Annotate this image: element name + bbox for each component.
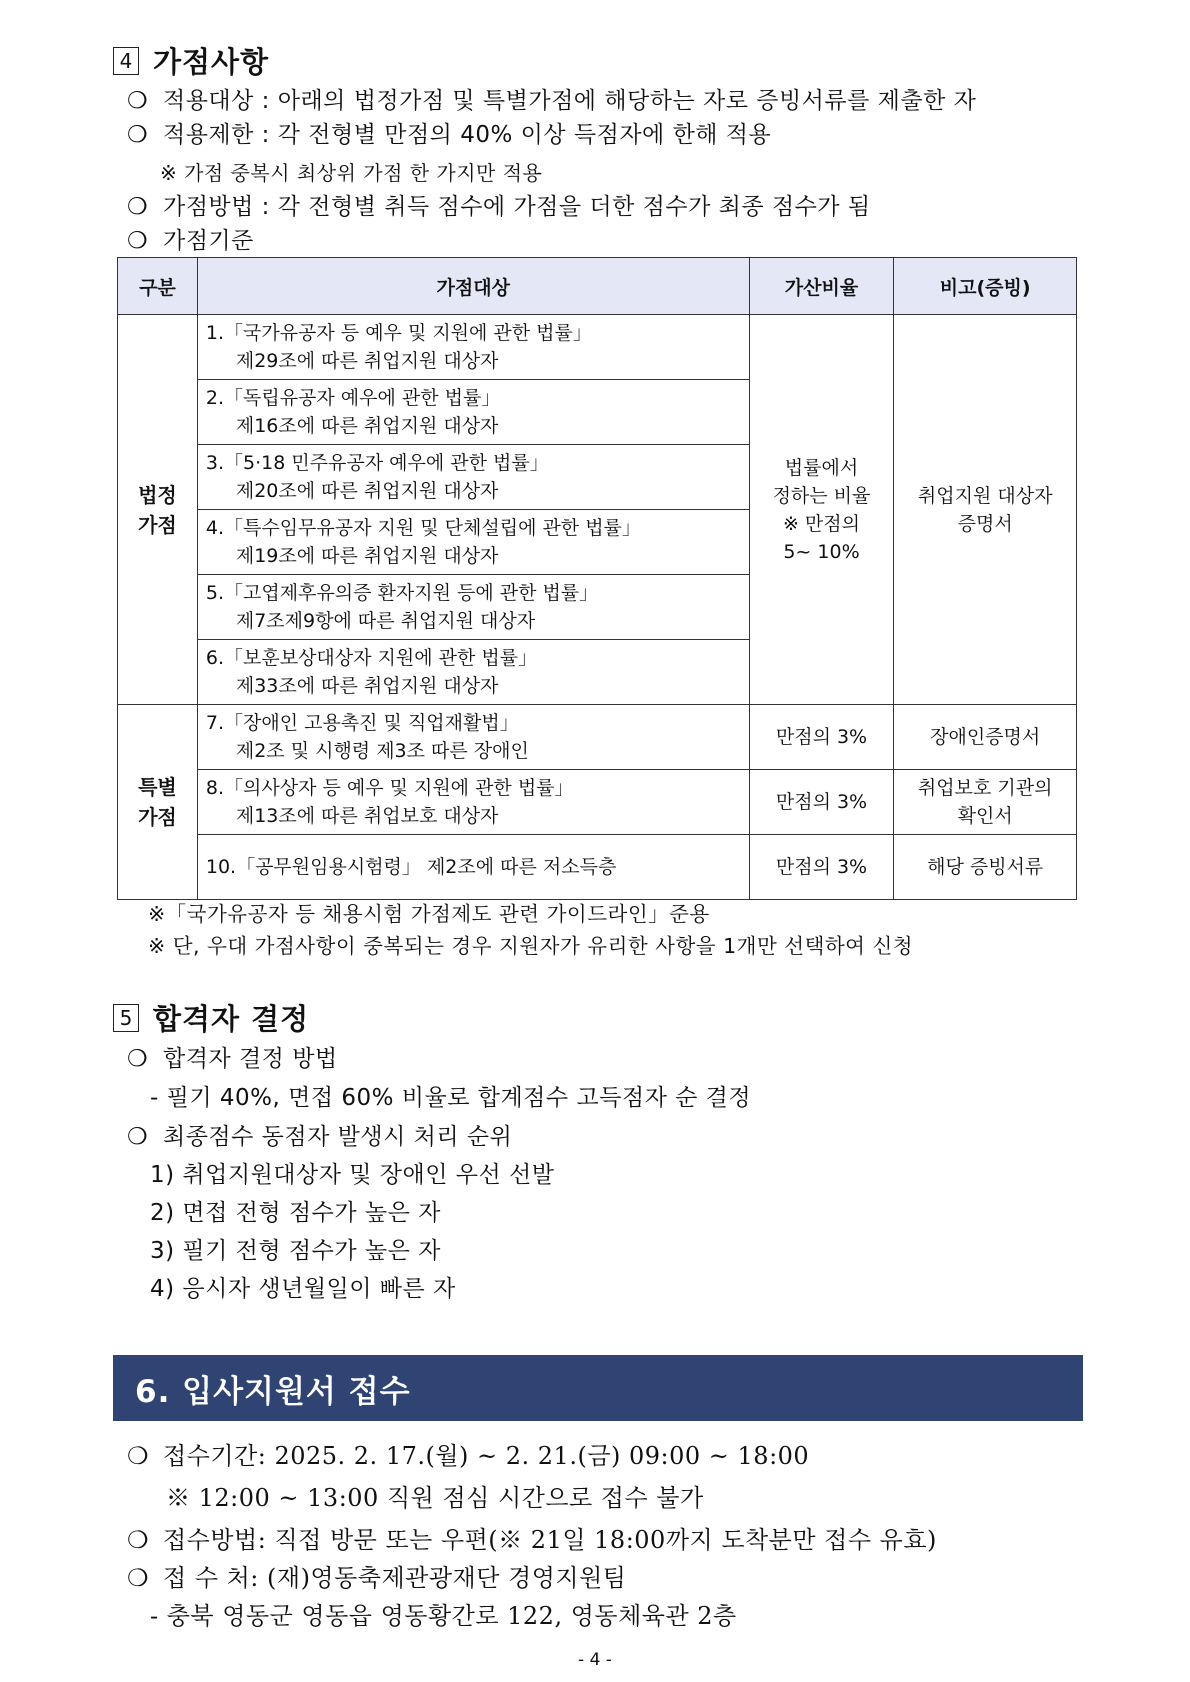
circle-bullet-icon: ❍ — [127, 1046, 149, 1072]
category-legal: 법정 가점 — [118, 315, 198, 705]
proof-cell: 취업보호 기관의 확인서 — [894, 770, 1077, 835]
target-cell: 1.「국가유공자 등 예우 및 지원에 관한 법률」 제29조에 따른 취업지원 대상자 — [197, 315, 749, 380]
list-item — [127, 1520, 937, 1555]
target-cell: 5.「고엽제후유의증 환자지원 등에 관한 법률」 제7조제9항에 따른 취업지원 대상자 — [197, 575, 749, 640]
page-number: - 4 - — [578, 1650, 612, 1670]
circle-bullet-icon: ❍ — [127, 1124, 149, 1150]
bonus-points-table — [117, 257, 1077, 900]
proof-cell: 해당 증빙서류 — [894, 835, 1077, 900]
circle-bullet-icon: ❍ — [127, 228, 149, 254]
col-header-proof: 비고(증빙) — [894, 258, 1077, 315]
list-item — [127, 1040, 338, 1073]
circle-bullet-icon: ❍ — [127, 1442, 150, 1470]
target-cell: 4.「특수임무유공자 지원 및 단체설립에 관한 법률」 제19조에 따른 취업지원 대상자 — [197, 510, 749, 575]
legal-rate-cell: 법률에서 정하는 비율 ※ 만점의 5~ 10% — [749, 315, 894, 705]
list-item — [127, 222, 254, 255]
circle-bullet-icon: ❍ — [127, 194, 149, 220]
item-text: 합격자 결정 방법 — [163, 1046, 338, 1072]
footnote: ※ 단, 우대 가점사항이 중복되는 경우 지원자가 유리한 사항을 1개만 선택하여 신청 — [148, 934, 914, 958]
circle-bullet-icon: ❍ — [127, 88, 149, 114]
tie-rule: 4) 응시자 생년월일이 빠른 자 — [150, 1276, 456, 1302]
method-detail: - 필기 40%, 면접 60% 비율로 합계점수 고득점자 순 결정 — [150, 1085, 752, 1111]
list-item — [127, 116, 771, 149]
note-text: ※ 가점 중복시 최상위 가점 한 가지만 적용 — [160, 161, 543, 185]
section-title: 가점사항 — [153, 45, 270, 79]
section-number-box: 4 — [113, 47, 139, 75]
tie-rule: 2) 면접 전형 점수가 높은 자 — [150, 1200, 441, 1226]
list-item — [127, 188, 871, 221]
rate-cell: 만점의 3% — [749, 770, 894, 835]
period-note: ※ 12:00 ~ 13:00 직원 점심 시간으로 접수 불가 — [166, 1484, 704, 1512]
method-text: 접수방법: 직접 방문 또는 우편(※ 21일 18:00까지 도착분만 접수 유효) — [163, 1526, 937, 1554]
table-row — [118, 835, 1077, 900]
list-item — [127, 1118, 512, 1151]
legal-proof-cell: 취업지원 대상자 증명서 — [894, 315, 1077, 705]
footnote: ※「국가유공자 등 채용시험 가점제도 관련 가이드라인」준용 — [148, 902, 710, 926]
item-text: 최종점수 동점자 발생시 처리 순위 — [163, 1124, 513, 1150]
section-title: 6. 입사지원서 접수 — [135, 1373, 411, 1410]
proof-cell: 장애인증명서 — [894, 705, 1077, 770]
item-text: 가점방법 : 각 전형별 취득 점수에 가점을 더한 점수가 최종 점수가 됨 — [163, 194, 871, 220]
circle-bullet-icon: ❍ — [127, 1564, 150, 1592]
table-row — [118, 770, 1077, 835]
rate-cell: 만점의 3% — [749, 705, 894, 770]
target-cell: 10.「공무원임용시험령」 제2조에 따른 저소득층 — [197, 835, 749, 900]
tie-rule: 3) 필기 전형 점수가 높은 자 — [150, 1238, 441, 1264]
rate-cell: 만점의 3% — [749, 835, 894, 900]
list-item — [127, 1558, 626, 1593]
category-special: 특별 가점 — [118, 705, 198, 900]
target-cell: 2.「독립유공자 예우에 관한 법률」 제16조에 따른 취업지원 대상자 — [197, 380, 749, 445]
section-4-heading — [113, 40, 269, 81]
place-text: 접 수 처: (재)영동축제관광재단 경영지원팀 — [163, 1564, 627, 1592]
table-row — [118, 315, 1077, 380]
col-header-rate: 가산비율 — [749, 258, 894, 315]
section-title: 합격자 결정 — [153, 1002, 310, 1036]
table-row — [118, 705, 1077, 770]
target-cell: 8.「의사상자 등 예우 및 지원에 관한 법률」 제13조에 따른 취업보호 대상자 — [197, 770, 749, 835]
table-header-row — [118, 258, 1077, 315]
list-item — [127, 1436, 809, 1471]
col-header-category: 구분 — [118, 258, 198, 315]
item-text: 적용대상 : 아래의 법정가점 및 특별가점에 해당하는 자로 증빙서류를 제출한 자 — [163, 88, 977, 114]
item-text: 적용제한 : 각 전형별 만점의 40% 이상 득점자에 한해 적용 — [163, 122, 772, 148]
section-5-heading — [113, 997, 309, 1038]
col-header-target: 가점대상 — [197, 258, 749, 315]
tie-rule: 1) 취업지원대상자 및 장애인 우선 선발 — [150, 1162, 555, 1188]
period-text: 접수기간: 2025. 2. 17.(월) ~ 2. 21.(금) 09:00 ~ 18:00 — [163, 1442, 810, 1470]
address-text: - 충북 영동군 영동읍 영동황간로 122, 영동체육관 2층 — [150, 1602, 737, 1630]
target-cell: 7.「장애인 고용촉진 및 직업재활법」 제2조 및 시행령 제3조 따른 장애인 — [197, 705, 749, 770]
circle-bullet-icon: ❍ — [127, 122, 149, 148]
target-cell: 6.「보훈보상대상자 지원에 관한 법률」 제33조에 따른 취업지원 대상자 — [197, 640, 749, 705]
circle-bullet-icon: ❍ — [127, 1526, 150, 1554]
section-number-box: 5 — [113, 1004, 139, 1032]
list-item — [127, 82, 976, 115]
section-6-header-bar — [113, 1355, 1083, 1421]
target-cell: 3.「5·18 민주유공자 예우에 관한 법률」 제20조에 따른 취업지원 대상자 — [197, 445, 749, 510]
item-text: 가점기준 — [163, 228, 254, 254]
